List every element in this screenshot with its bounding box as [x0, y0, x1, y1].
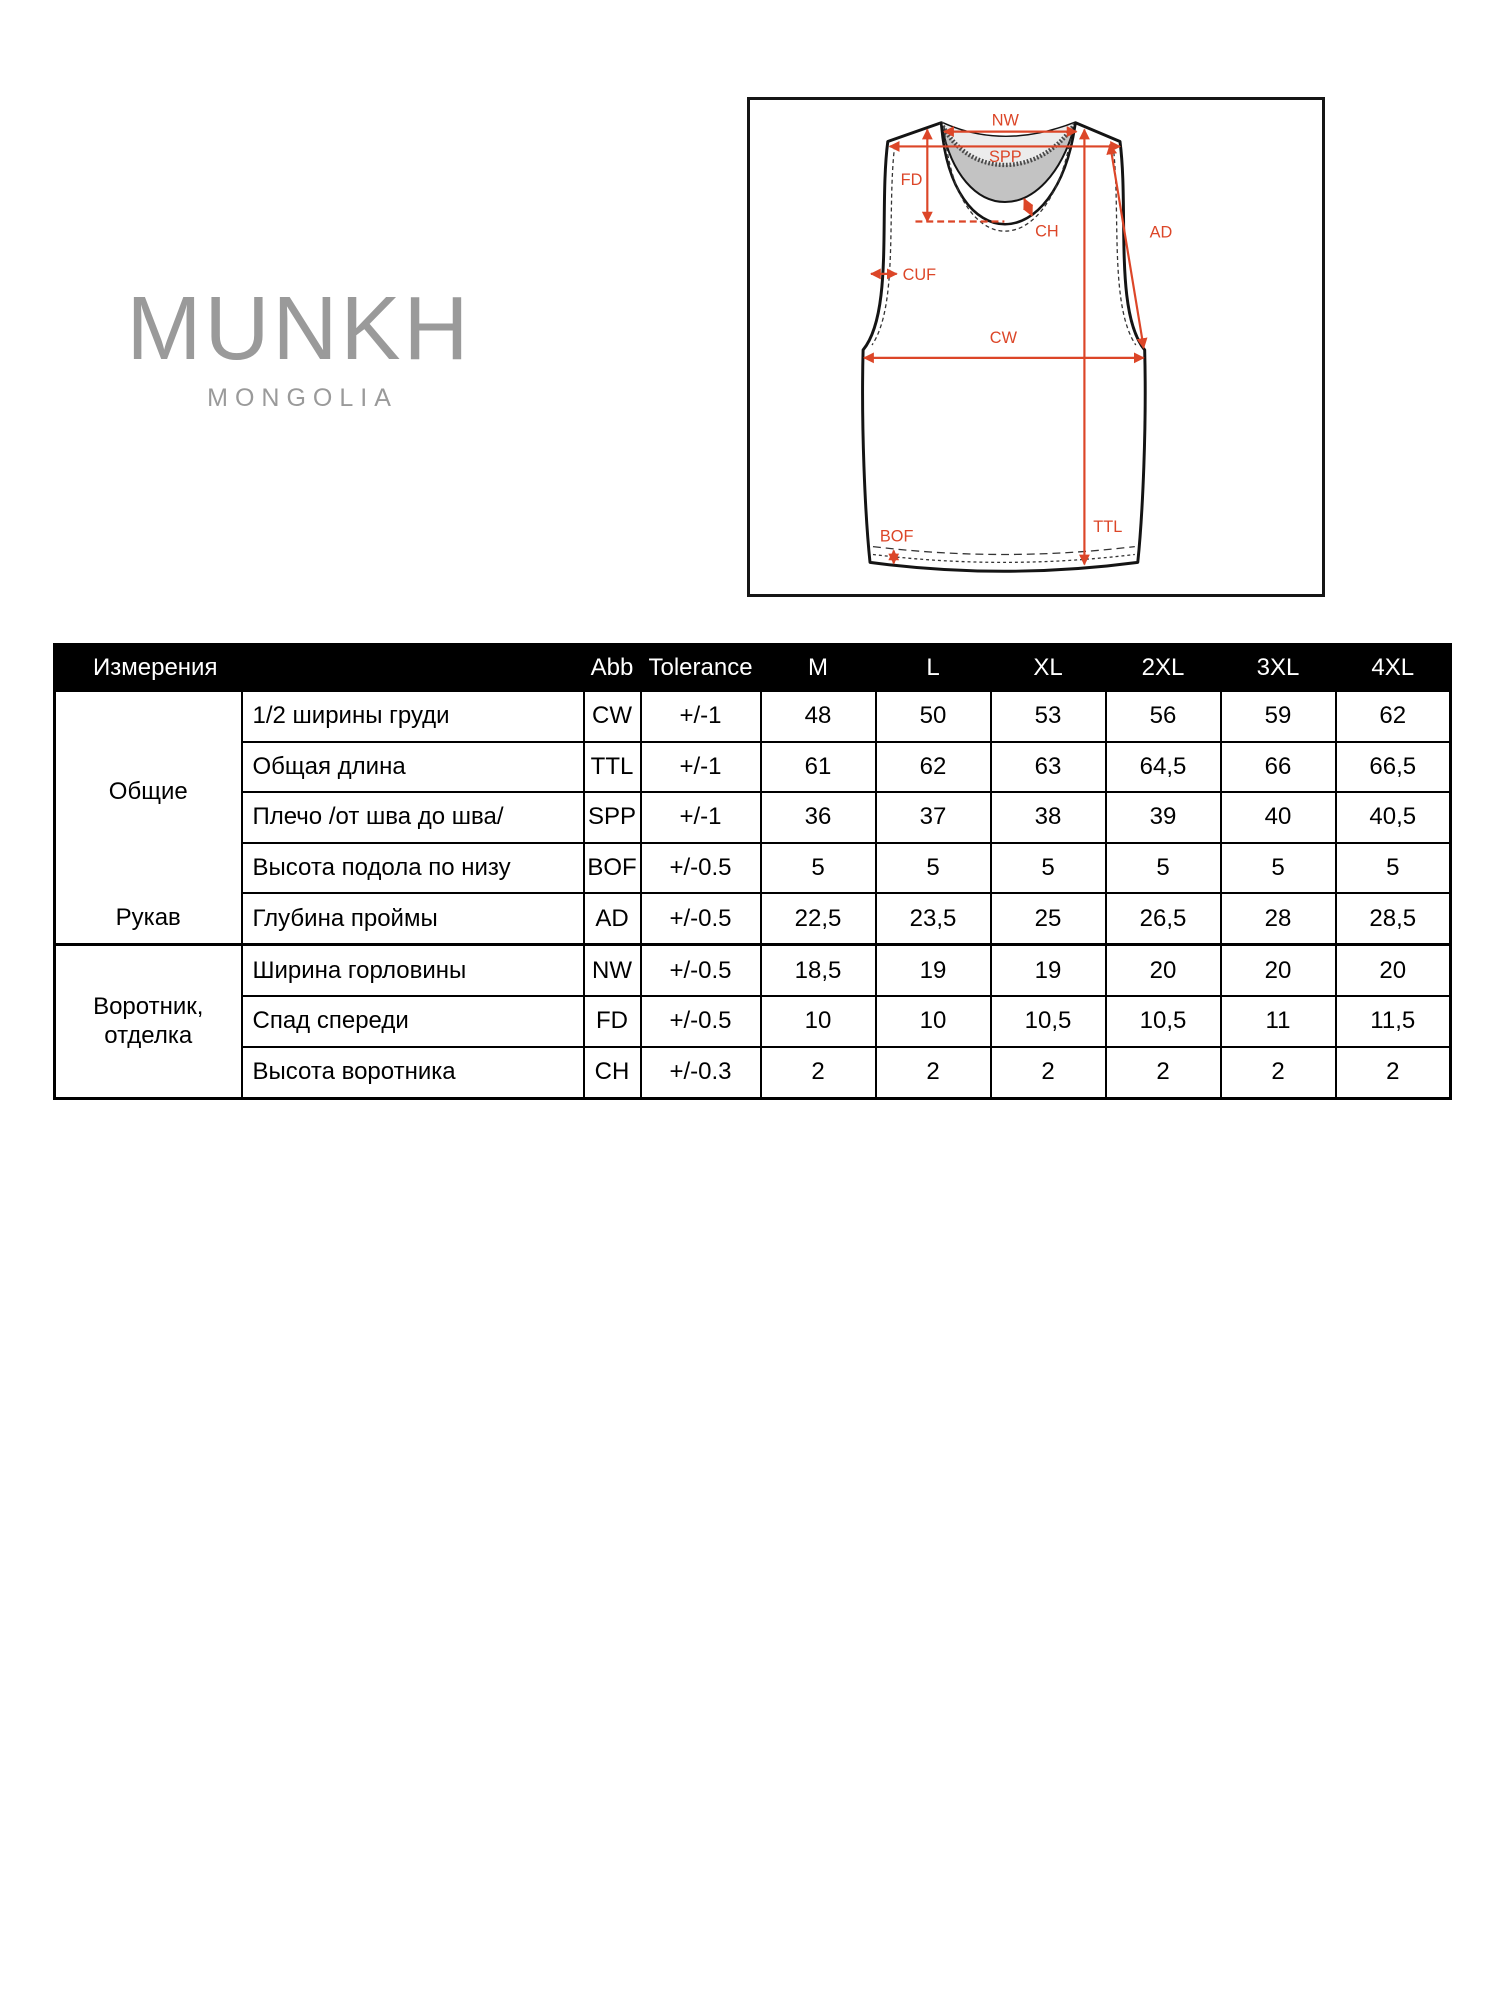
measure-name: Общая длина — [242, 742, 584, 793]
header-size-2xl: 2XL — [1106, 645, 1221, 692]
header-size-3xl: 3XL — [1221, 645, 1336, 692]
header-abb: Abb — [584, 645, 641, 692]
value-xl: 63 — [991, 742, 1106, 793]
value-l: 23,5 — [876, 893, 991, 944]
value-4xl: 62 — [1336, 691, 1451, 742]
value-l: 62 — [876, 742, 991, 793]
value-l: 50 — [876, 691, 991, 742]
value-m: 2 — [761, 1047, 876, 1099]
value-3xl: 2 — [1221, 1047, 1336, 1099]
cuf-label: CUF — [902, 265, 937, 284]
bof-label: BOF — [879, 527, 914, 546]
measure-name: Высота подола по низу — [242, 843, 584, 894]
value-m: 22,5 — [761, 893, 876, 944]
value-2xl: 2 — [1106, 1047, 1221, 1099]
header-size-l: L — [876, 645, 991, 692]
measure-abb: FD — [584, 996, 641, 1047]
group-cell-general-sleeve — [55, 691, 242, 945]
measure-tolerance: +/-0.5 — [641, 843, 761, 894]
value-4xl: 2 — [1336, 1047, 1451, 1099]
value-3xl: 40 — [1221, 792, 1336, 843]
value-2xl: 64,5 — [1106, 742, 1221, 793]
brand-country: MONGOLIA — [207, 384, 398, 412]
table-row — [55, 996, 1451, 1047]
brand-logo — [118, 279, 480, 413]
value-3xl: 59 — [1221, 691, 1336, 742]
table-row — [55, 742, 1451, 793]
garment-diagram — [747, 97, 1325, 597]
measure-abb: BOF — [584, 843, 641, 894]
measure-name: Высота воротника — [242, 1047, 584, 1099]
measure-tolerance: +/-0.3 — [641, 1047, 761, 1099]
size-table-container — [53, 643, 1452, 1100]
value-m: 10 — [761, 996, 876, 1047]
group-cell-collar — [55, 945, 242, 1099]
measure-name: 1/2 ширины груди — [242, 691, 584, 742]
measure-name: Спад спереди — [242, 996, 584, 1047]
table-header-row — [55, 645, 1451, 692]
value-xl: 53 — [991, 691, 1106, 742]
value-4xl: 40,5 — [1336, 792, 1451, 843]
value-xl: 38 — [991, 792, 1106, 843]
tank-top-sketch — [750, 100, 1322, 594]
value-4xl: 5 — [1336, 843, 1451, 894]
measure-abb: CW — [584, 691, 641, 742]
header-size-4xl: 4XL — [1336, 645, 1451, 692]
value-3xl: 66 — [1221, 742, 1336, 793]
value-4xl: 28,5 — [1336, 893, 1451, 944]
measure-name: Глубина проймы — [242, 893, 584, 944]
value-3xl: 20 — [1221, 945, 1336, 997]
measure-name: Плечо /от шва до шва/ — [242, 792, 584, 843]
value-m: 48 — [761, 691, 876, 742]
value-m: 18,5 — [761, 945, 876, 997]
value-2xl: 5 — [1106, 843, 1221, 894]
value-2xl: 20 — [1106, 945, 1221, 997]
measure-tolerance: +/-0.5 — [641, 893, 761, 944]
group-label-sleeve: Рукав — [115, 903, 181, 931]
value-3xl: 28 — [1221, 893, 1336, 944]
value-4xl: 11,5 — [1336, 996, 1451, 1047]
value-2xl: 56 — [1106, 691, 1221, 742]
value-2xl: 26,5 — [1106, 893, 1221, 944]
group-label-collar-line1: Воротник, — [93, 992, 204, 1020]
value-3xl: 11 — [1221, 996, 1336, 1047]
header-tolerance: Tolerance — [641, 645, 761, 692]
table-row — [55, 792, 1451, 843]
group-label-general: Общие — [108, 778, 188, 806]
value-l: 5 — [876, 843, 991, 894]
measure-tolerance: +/-0.5 — [641, 945, 761, 997]
measure-name: Ширина горловины — [242, 945, 584, 997]
measure-abb: SPP — [584, 792, 641, 843]
value-l: 10 — [876, 996, 991, 1047]
value-xl: 5 — [991, 843, 1106, 894]
group-label-collar-line2: отделка — [104, 1021, 193, 1049]
fd-label: FD — [900, 170, 923, 189]
value-xl: 25 — [991, 893, 1106, 944]
value-l: 2 — [876, 1047, 991, 1099]
table-row — [55, 691, 1451, 742]
brand-name: MUNKH — [126, 279, 472, 379]
value-l: 37 — [876, 792, 991, 843]
cw-label: CW — [989, 329, 1017, 348]
spp-label: SPP — [989, 148, 1022, 167]
value-xl: 19 — [991, 945, 1106, 997]
value-m: 5 — [761, 843, 876, 894]
header-size-xl: XL — [991, 645, 1106, 692]
measure-tolerance: +/-1 — [641, 742, 761, 793]
measure-abb: TTL — [584, 742, 641, 793]
table-row — [55, 1047, 1451, 1099]
header-size-m: M — [761, 645, 876, 692]
value-xl: 10,5 — [991, 996, 1106, 1047]
table-row — [55, 945, 1451, 997]
table-row — [55, 843, 1451, 894]
value-m: 61 — [761, 742, 876, 793]
value-2xl: 10,5 — [1106, 996, 1221, 1047]
measure-tolerance: +/-1 — [641, 792, 761, 843]
value-4xl: 66,5 — [1336, 742, 1451, 793]
measure-abb: CH — [584, 1047, 641, 1099]
table-row — [55, 893, 1451, 944]
value-2xl: 39 — [1106, 792, 1221, 843]
ad-label: AD — [1149, 223, 1173, 242]
ttl-label: TTL — [1093, 517, 1123, 536]
value-4xl: 20 — [1336, 945, 1451, 997]
measure-tolerance: +/-0.5 — [641, 996, 761, 1047]
value-3xl: 5 — [1221, 843, 1336, 894]
measure-tolerance: +/-1 — [641, 691, 761, 742]
value-m: 36 — [761, 792, 876, 843]
header-measure: Измерения — [55, 645, 584, 692]
value-xl: 2 — [991, 1047, 1106, 1099]
value-l: 19 — [876, 945, 991, 997]
nw-label: NW — [991, 111, 1019, 130]
measure-abb: NW — [584, 945, 641, 997]
ch-label: CH — [1035, 222, 1059, 241]
measure-abb: AD — [584, 893, 641, 944]
size-table — [53, 643, 1452, 1100]
